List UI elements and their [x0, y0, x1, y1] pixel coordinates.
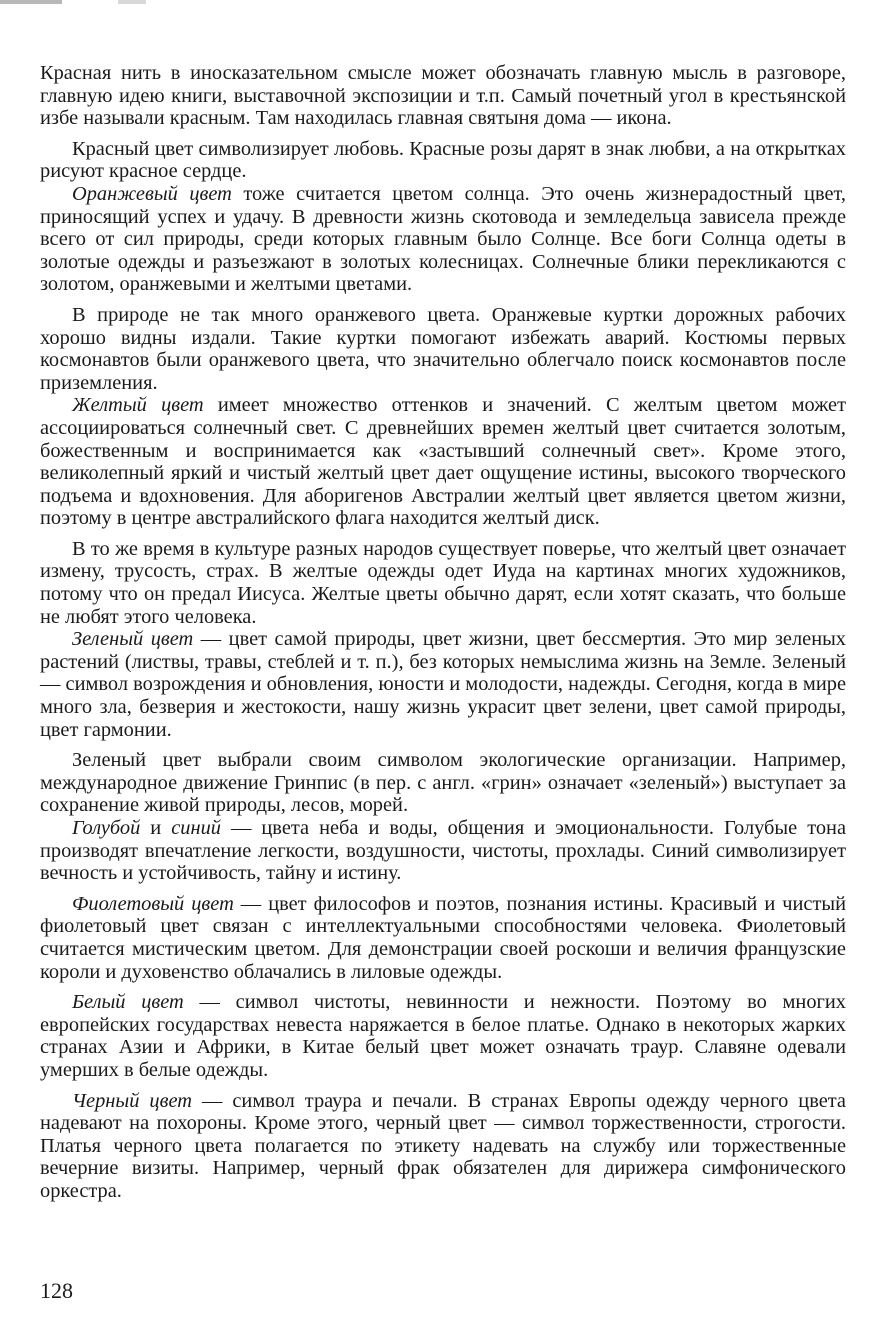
paragraph-text: Зеленый цвет выбрали своим символом экологические организации. Например, международное движение Гринпис (в пер. с англ. «грин» означает «зеленый») выступает за сохранение живой природы, лесов, морей.: [40, 749, 846, 817]
paragraph-text: — цвета неба и воды, общения и эмоциональности. Голубые тона производят впечатление легкости, воздушности, чистоты, прохлады. Синий символизирует вечность и устойчивость, тайну и истину.: [40, 817, 846, 885]
color-term: Белый цвет: [72, 991, 184, 1014]
color-term: Фиолетовый цвет: [72, 892, 234, 915]
color-term: Голубой: [72, 817, 141, 839]
scan-edge-mark: [118, 0, 146, 4]
paragraph: [40, 628, 846, 741]
paragraph: [40, 817, 846, 885]
color-term: синий: [171, 817, 221, 839]
paragraph-text: тоже считается цветом солнца. Это очень жизнерадостный цвет, приносящий успех и удачу. В древности жизнь скотовода и земледельца зависела прежде всего от сил природы, среди которых главным было Солнце. Все боги Солнца одеты в золотые одежды и разъезжают в золотых колесницах. Солнечные блики перекликаются с золотом, оранжевыми и желтыми цветами.: [40, 182, 846, 296]
paragraph-text: имеет множество оттенков и значений. С желтым цветом может ассоциироваться солнечный свет. С древнейших времен желтый цвет считается золотым, божественным и воспринимается как «застывший солнечный свет». Кроме этого, великолепный яркий и чистый желтый цвет дает ощущение истины, высокого творческого подъема и вдохновения. Для аборигенов Австралии желтый цвет является цветом жизни, поэтому в центре австралийского флага находится желтый диск.: [40, 394, 846, 530]
paragraph-text: В то же время в культуре разных народов существует поверье, что желтый цвет означает измену, трусость, страх. В желтые одежды одет Иуда на картинах многих художников, потому что он предал Иисуса. Желтые цветы обычно дарят, если хотят сказать, что больше не любят этого человека.: [40, 537, 846, 628]
paragraph-text: Красная нить в иносказательном смысле может обозначать главную мысль в разговоре, главную идею книги, выставочной экспозиции и т.п. Самый почетный угол в крестьянской избе называли красным. Там находилась главная святыня дома — икона.: [40, 62, 846, 130]
paragraph-connector: и: [140, 817, 172, 839]
paragraph: [40, 394, 846, 530]
paragraph: [40, 138, 846, 183]
color-term: Зеленый цвет: [72, 628, 194, 651]
paragraph: [40, 62, 846, 130]
paragraph-text: — цвет самой природы, цвет жизни, цвет бессмертия. Это мир зеленых растений (листвы, травы, стеблей и т. п.), без которых немыслима жизнь на Земле. Зеленый — символ возрождения и обновления, юности и молодости, надежды. Сегодня, когда в мире много зла, безверия и жестокости, нашу жизнь украсит цвет зелени, цвет самой природы, цвет гармонии.: [40, 628, 846, 741]
paragraph: [40, 991, 846, 1081]
color-term: Черный цвет: [72, 1089, 192, 1112]
color-term: Желтый цвет: [72, 394, 204, 417]
paragraph: [40, 538, 846, 628]
paragraph: [40, 304, 846, 394]
paragraph-text: — цвет философов и поэтов, познания истины. Красивый и чистый фиолетовый цвет связан с интеллектуальными способностями человека. Фиолетовый считается мистическим цветом. Для демонстрации своей роскоши и величия французские короли и духовенство облачались в лиловые одежды.: [40, 892, 846, 983]
paragraph: [40, 893, 846, 983]
paragraph-text: Красный цвет символизирует любовь. Красные розы дарят в знак любви, а на открытках рисуют красное сердце.: [40, 137, 846, 183]
paragraph-text: — символ чистоты, невинности и нежности. Поэтому во многих европейских государствах невеста наряжается в белое платье. Однако в некоторых жарких странах Азии и Африки, в Китае белый цвет может означать траур. Славяне одевали умерших в белые одежды.: [40, 991, 846, 1081]
paragraph-text: — символ траура и печали. В странах Европы одежду черного цвета надевают на похороны. Кроме этого, черный цвет — символ торжественности, строгости. Платья черного цвета полагается по этикету надевать на службу или торжественные вечерние визиты. Например, черный фрак обязателен для дирижера симфонического оркестра.: [40, 1089, 846, 1202]
scan-edge-mark: [0, 0, 62, 4]
color-term: Оранжевый цвет: [72, 182, 232, 205]
paragraph-text: В природе не так много оранжевого цвета. Оранжевые куртки дорожных рабочих хорошо видны издали. Такие куртки помогают избежать аварий. Костюмы первых космонавтов были оранжевого цвета, что значительно облегчало поиск космонавтов после приземления.: [40, 303, 846, 394]
paragraph: [40, 183, 846, 296]
page-number: 128: [40, 1278, 73, 1303]
paragraph: [40, 749, 846, 817]
page-body: [40, 62, 846, 1203]
paragraph: [40, 1090, 846, 1203]
